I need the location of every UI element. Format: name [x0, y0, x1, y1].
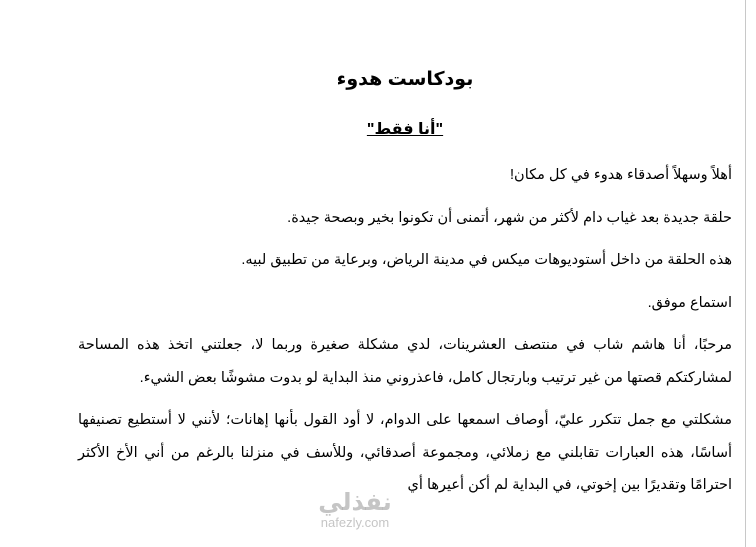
paragraph-greeting: أهلاً وسهلاً أصدقاء هدوء في كل مكان!	[510, 167, 732, 183]
paragraph-new-episode: حلقة جديدة بعد غياب دام لأكثر من شهر، أتمنى أن تكونوا بخير وبصحة جيدة.	[287, 209, 732, 226]
watermark-latin: nafezly.com	[320, 515, 390, 530]
paragraph-intro: مرحبًا، أنا هاشم شاب في منتصف العشرينات، لدي مشكلة صغيرة وربما لا، جعلتني اتخذ هذه المساحة لمشاركتكم قصتها من غير ترتيب وبارتجال كامل، فاعذروني منذ البداية لو بدوت مشوشًا بعض الشيء.	[78, 337, 732, 386]
paragraph-problem: مشكلتي مع جمل تتكرر عليّ، أوصاف اسمعها على الدوام، لا أود القول بأنها إهانات؛ لأنني لا أستطيع تصنيفها أساسًا، هذه العبارات تقابلني مع زملائي، ومجموعة أصدقائي، وللأسف في منزلنا بالرغم من أني الأخ الأكثر احترامًا وتقديرًا بين إخوتي، في البداية لم أكن أعيرها أي	[78, 412, 732, 493]
document-subtitle	[78, 117, 732, 143]
watermark-arabic: نفذلي	[318, 489, 392, 516]
page-edge	[745, 0, 746, 547]
document-body	[78, 62, 732, 502]
paragraph-enjoy: استماع موفق.	[647, 294, 732, 311]
document-title: بودكاست هدوء	[336, 69, 474, 90]
subtitle-text: "أنا فقط"	[366, 121, 444, 138]
paragraph-studio: هذه الحلقة من داخل أستوديوهات ميكس في مدينة الرياض، وبرعاية من تطبيق لبيه.	[241, 252, 732, 268]
